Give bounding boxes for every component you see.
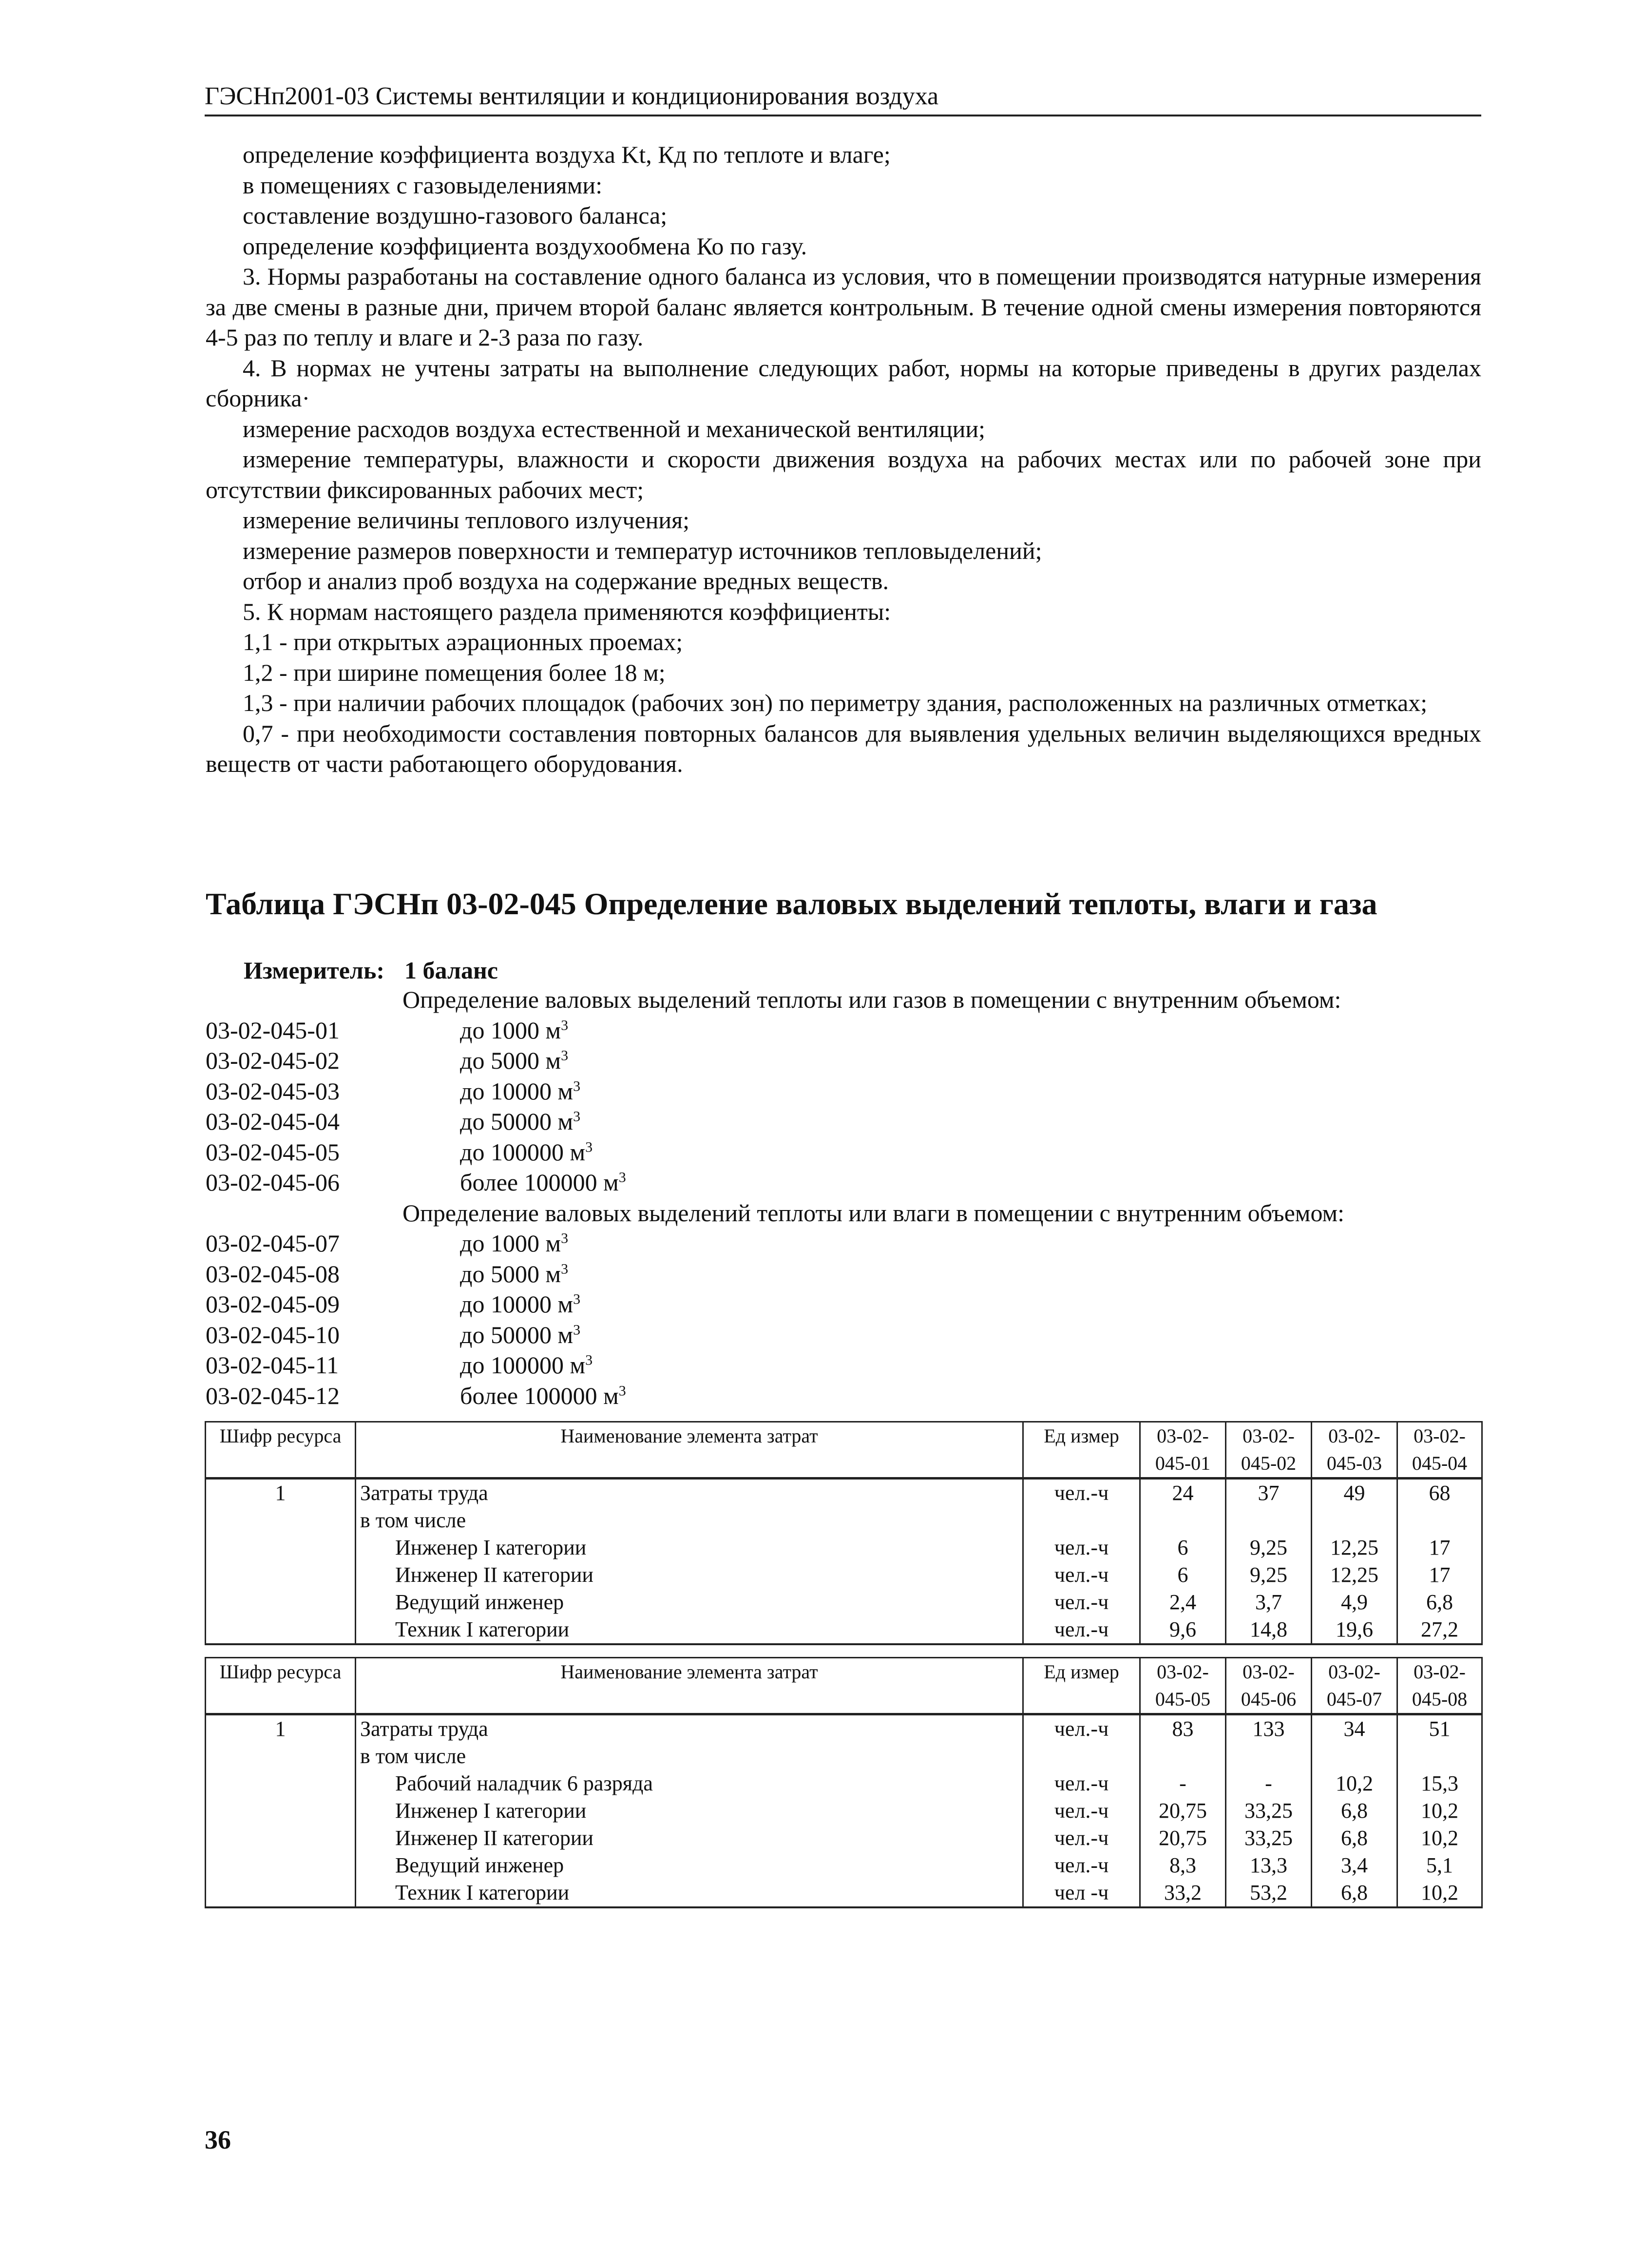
header-unit: Ед измер (1023, 1658, 1140, 1714)
cell-value: 20,75 (1140, 1797, 1226, 1825)
description-text: до 100000 м (460, 1351, 586, 1379)
cell-code (206, 1589, 356, 1616)
header-norm-code-part: 045-04 (1412, 1452, 1468, 1474)
cell-code (206, 1797, 356, 1825)
header-norm-code (1226, 1658, 1312, 1714)
norm-code: 03-02-045-01 (206, 1016, 340, 1044)
table-row (206, 1534, 1482, 1561)
cell-unit: чел.-ч (1023, 1589, 1140, 1616)
cell-code: 1 (206, 1479, 356, 1507)
cell-name: Затраты труда (356, 1479, 1023, 1507)
code-group-heading (206, 984, 1344, 1015)
table-body (206, 1714, 1482, 1908)
cell-unit: чел.-ч (1023, 1852, 1140, 1879)
header-norm-code-part: 03-02- (1328, 1661, 1380, 1683)
cell-code (206, 1534, 356, 1561)
norm-code: 03-02-045-12 (206, 1382, 340, 1409)
header-norm-code (1226, 1422, 1312, 1479)
meter-label: Измеритель: (244, 957, 385, 984)
cell-name: Инженер II категории (356, 1561, 1023, 1589)
header-norm-code (1312, 1658, 1397, 1714)
cell-value: 133 (1226, 1714, 1312, 1743)
header-norm-code (1397, 1422, 1482, 1479)
cell-name: Техник I категории (356, 1616, 1023, 1644)
unit-exponent: 3 (573, 1321, 581, 1338)
body-paragraph: составление воздушно-газового баланса; (243, 202, 668, 229)
cell-value (1140, 1507, 1226, 1534)
unit-exponent: 3 (573, 1077, 581, 1094)
table-row (206, 1589, 1482, 1616)
cell-value: 3,4 (1312, 1852, 1397, 1879)
header-norm-code-part: 03-02- (1243, 1425, 1295, 1447)
cell-unit: чел.-ч (1023, 1616, 1140, 1644)
table-row (206, 1852, 1482, 1879)
cell-value (1397, 1743, 1482, 1770)
description-text: более 100000 м (460, 1382, 619, 1409)
table-row (206, 1561, 1482, 1589)
body-paragraph: измерение температуры, влажности и скорости движения воздуха на рабочих местах или по рабочей зоне при отсутствии фиксированных рабочих мест; (206, 445, 1481, 503)
table-row (206, 1825, 1482, 1852)
page-number: 36 (205, 2125, 231, 2154)
header-norm-code-part: 045-02 (1241, 1452, 1297, 1474)
norm-description (431, 1351, 593, 1379)
description-text: до 50000 м (460, 1108, 574, 1135)
cell-unit: чел.-ч (1023, 1825, 1140, 1852)
group-text: Определение валовых выделений теплоты или влаги в помещении с внутренним объемом: (402, 1199, 1345, 1227)
unit-exponent: 3 (585, 1352, 593, 1368)
table-row (206, 1616, 1482, 1644)
cell-value: 10,2 (1397, 1825, 1482, 1852)
norm-code: 03-02-045-10 (206, 1321, 340, 1348)
code-row (206, 1289, 1344, 1320)
body-paragraph: 4. В нормах не учтены затраты на выполнение следующих работ, нормы на которые приведены в других разделах сборника· (206, 354, 1481, 412)
cell-value: 6,8 (1312, 1879, 1397, 1907)
description-text: до 1000 м (460, 1016, 561, 1044)
norm-description (431, 1108, 580, 1135)
header-norm-code (1140, 1658, 1226, 1714)
cell-value: 10,2 (1397, 1879, 1482, 1907)
cell-value: 9,6 (1140, 1616, 1226, 1644)
body-paragraph: 5. К нормам настоящего раздела применяются коэффициенты: (243, 597, 891, 625)
norm-code: 03-02-045-04 (206, 1108, 340, 1135)
cell-value: 53,2 (1226, 1879, 1312, 1907)
norm-code: 03-02-045-09 (206, 1290, 340, 1318)
header-norm-code-part: 045-07 (1326, 1688, 1382, 1710)
cell-code (206, 1561, 356, 1589)
cell-value (1397, 1507, 1482, 1534)
cell-value: 4,9 (1312, 1589, 1397, 1616)
norm-code: 03-02-045-05 (206, 1138, 340, 1166)
description-text: до 10000 м (460, 1290, 574, 1318)
cell-value: 10,2 (1312, 1770, 1397, 1797)
header-norm-code-part: 03-02- (1157, 1425, 1209, 1447)
norm-description (431, 1169, 626, 1196)
header-norm-code-part: 03-02- (1157, 1661, 1209, 1683)
cell-value: 3,7 (1226, 1589, 1312, 1616)
unit-exponent: 3 (561, 1260, 569, 1277)
norm-codes-list (206, 984, 1344, 1411)
unit-exponent: 3 (561, 1047, 569, 1064)
cell-value: 9,25 (1226, 1561, 1312, 1589)
cell-value: 12,25 (1312, 1534, 1397, 1561)
cell-code (206, 1852, 356, 1879)
table-row (206, 1479, 1482, 1507)
cell-name: Ведущий инженер (356, 1852, 1023, 1879)
cell-value (1226, 1743, 1312, 1770)
unit-exponent: 3 (573, 1291, 581, 1307)
norm-code: 03-02-045-02 (206, 1047, 340, 1074)
header-row (206, 1422, 1482, 1479)
cell-value: - (1140, 1770, 1226, 1797)
table-header (206, 1422, 1482, 1479)
body-paragraph: 1,3 - при наличии рабочих площадок (рабочих зон) по периметру здания, расположенных на различных отметках; (243, 689, 1428, 716)
unit-exponent: 3 (585, 1138, 593, 1155)
description-text: до 5000 м (460, 1260, 561, 1288)
norm-code: 03-02-045-07 (206, 1230, 340, 1257)
cell-value: 83 (1140, 1714, 1226, 1743)
code-row (206, 1167, 1344, 1198)
cell-unit: чел.-ч (1023, 1561, 1140, 1589)
cell-value (1312, 1507, 1397, 1534)
header-norm-code-part: 045-01 (1155, 1452, 1211, 1474)
description-text: до 50000 м (460, 1321, 574, 1348)
table-body (206, 1479, 1482, 1645)
header-code: Шифр ресурса (206, 1422, 356, 1479)
unit-exponent: 3 (561, 1230, 569, 1247)
cell-unit: чел.-ч (1023, 1479, 1140, 1507)
norm-description (431, 1321, 580, 1348)
cell-code (206, 1825, 356, 1852)
header-name: Наименование элемента затрат (356, 1658, 1023, 1714)
cell-value: 6,8 (1312, 1797, 1397, 1825)
cell-value: 20,75 (1140, 1825, 1226, 1852)
body-paragraph: определение коэффициента воздуха Kt, Кд по теплоте и влаге; (243, 141, 891, 168)
header-norm-code-part: 045-06 (1241, 1688, 1297, 1710)
cell-value: 14,8 (1226, 1616, 1312, 1644)
header-row (206, 1658, 1482, 1714)
cell-value: 49 (1312, 1479, 1397, 1507)
cell-unit: чел.-ч (1023, 1714, 1140, 1743)
cell-code (206, 1879, 356, 1907)
norm-description (431, 1077, 580, 1105)
cell-value: 8,3 (1140, 1852, 1226, 1879)
norm-description (431, 1290, 580, 1318)
cell-value (1226, 1507, 1312, 1534)
description-text: до 1000 м (460, 1230, 561, 1257)
cell-code (206, 1507, 356, 1534)
header-norm-code (1312, 1422, 1397, 1479)
code-row (206, 1137, 1344, 1168)
norm-description (431, 1230, 568, 1257)
table-row (206, 1879, 1482, 1907)
norm-description (431, 1047, 568, 1074)
header-norm-code-part: 045-03 (1326, 1452, 1382, 1474)
header-norm-code-part: 045-05 (1155, 1688, 1211, 1710)
header-name: Наименование элемента затрат (356, 1422, 1023, 1479)
cell-value: 34 (1312, 1714, 1397, 1743)
unit-exponent: 3 (573, 1108, 581, 1125)
table-title: Таблица ГЭСНп 03-02-045 Определение валовых выделений теплоты, влаги и газа (206, 886, 1377, 921)
cell-name: Инженер I категории (356, 1797, 1023, 1825)
header-unit: Ед измер (1023, 1422, 1140, 1479)
code-row (206, 1228, 1344, 1259)
body-text (206, 139, 1481, 779)
body-paragraph: измерение расходов воздуха естественной и механической вентиляции; (243, 415, 986, 442)
cell-name: в том числе (356, 1507, 1023, 1534)
cell-value: 5,1 (1397, 1852, 1482, 1879)
header-norm-code-part: 03-02- (1414, 1661, 1466, 1683)
resource-table-1 (205, 1421, 1483, 1645)
header-norm-code-part: 03-02- (1414, 1425, 1466, 1447)
cell-value: 13,3 (1226, 1852, 1312, 1879)
header-norm-code-part: 03-02- (1243, 1661, 1295, 1683)
cell-value: 27,2 (1397, 1616, 1482, 1644)
cell-value: 15,3 (1397, 1770, 1482, 1797)
cell-code: 1 (206, 1714, 356, 1743)
cell-value: 6,8 (1397, 1589, 1482, 1616)
code-row (206, 1045, 1344, 1076)
code-group-heading (206, 1198, 1344, 1229)
header-norm-code-part: 03-02- (1328, 1425, 1380, 1447)
body-paragraph: 1,1 - при открытых аэрационных проемах; (243, 628, 683, 655)
code-row (206, 1106, 1344, 1137)
norm-description (431, 1260, 568, 1288)
cell-value: 6 (1140, 1534, 1226, 1561)
cell-unit: чел.-ч (1023, 1534, 1140, 1561)
body-paragraph: 0,7 - при необходимости составления повторных балансов для выявления удельных величин выделяющихся вредных веществ от части работающего оборудования. (206, 719, 1481, 777)
description-text: до 100000 м (460, 1138, 586, 1166)
cell-value: 2,4 (1140, 1589, 1226, 1616)
code-row (206, 1381, 1344, 1411)
cell-value (1312, 1743, 1397, 1770)
cell-unit: чел.-ч (1023, 1797, 1140, 1825)
cell-value: 24 (1140, 1479, 1226, 1507)
cell-code (206, 1770, 356, 1797)
body-paragraph: отбор и анализ проб воздуха на содержание вредных веществ. (243, 567, 889, 595)
norm-description (431, 1382, 626, 1409)
table-row (206, 1743, 1482, 1770)
code-row (206, 1320, 1344, 1350)
cell-value: 37 (1226, 1479, 1312, 1507)
norm-code: 03-02-045-03 (206, 1077, 340, 1105)
meter-value: 1 баланс (404, 957, 498, 984)
cell-value: 17 (1397, 1561, 1482, 1589)
cell-name: Затраты труда (356, 1714, 1023, 1743)
cell-value: 12,25 (1312, 1561, 1397, 1589)
table-row (206, 1507, 1482, 1534)
description-text: до 5000 м (460, 1047, 561, 1074)
unit-exponent: 3 (561, 1017, 569, 1033)
description-text: более 100000 м (460, 1169, 619, 1196)
code-row (206, 1076, 1344, 1107)
header-norm-code-part: 045-08 (1412, 1688, 1468, 1710)
header-norm-code (1140, 1422, 1226, 1479)
resource-table-2 (205, 1657, 1483, 1908)
cell-code (206, 1743, 356, 1770)
running-header: ГЭСНп2001-03 Системы вентиляции и кондиционирования воздуха (205, 82, 1481, 116)
cell-value: 33,25 (1226, 1825, 1312, 1852)
cell-value: 19,6 (1312, 1616, 1397, 1644)
cell-value: - (1226, 1770, 1312, 1797)
cell-unit: чел -ч (1023, 1879, 1140, 1907)
cell-value: 10,2 (1397, 1797, 1482, 1825)
cell-name: Инженер I категории (356, 1534, 1023, 1561)
cell-value: 17 (1397, 1534, 1482, 1561)
body-paragraph: определение коэффициента воздухообмена Ко по газу. (243, 232, 807, 260)
cell-value: 51 (1397, 1714, 1482, 1743)
cell-value: 68 (1397, 1479, 1482, 1507)
code-row (206, 1350, 1344, 1381)
norm-code: 03-02-045-11 (206, 1351, 339, 1379)
cell-value: 6,8 (1312, 1825, 1397, 1852)
norm-code: 03-02-045-06 (206, 1169, 340, 1196)
cell-unit (1023, 1743, 1140, 1770)
cell-value (1140, 1743, 1226, 1770)
cell-unit: чел.-ч (1023, 1770, 1140, 1797)
description-text: до 10000 м (460, 1077, 574, 1105)
cell-value: 33,2 (1140, 1879, 1226, 1907)
code-row (206, 1015, 1344, 1046)
body-paragraph: 3. Нормы разработаны на составление одного баланса из условия, что в помещении производятся натурные измерения за две смены в разные дни, причем второй баланс является контрольным. В течение одной смены измерения повторяются 4-5 раз по теплу и влаге и 2-3 раза по газу. (206, 263, 1481, 351)
group-text: Определение валовых выделений теплоты или газов в помещении с внутренним объемом: (402, 986, 1341, 1013)
table-row (206, 1770, 1482, 1797)
header-code: Шифр ресурса (206, 1658, 356, 1714)
code-row (206, 1259, 1344, 1289)
table-row (206, 1797, 1482, 1825)
norm-code: 03-02-045-08 (206, 1260, 340, 1288)
cell-value: 33,25 (1226, 1797, 1312, 1825)
cell-unit (1023, 1507, 1140, 1534)
unit-exponent: 3 (618, 1169, 626, 1186)
cell-name: Ведущий инженер (356, 1589, 1023, 1616)
cell-code (206, 1616, 356, 1644)
body-paragraph: измерение величины теплового излучения; (243, 506, 689, 534)
cell-name: Рабочий наладчик 6 разряда (356, 1770, 1023, 1797)
body-paragraph: 1,2 - при ширине помещения более 18 м; (243, 658, 666, 686)
body-paragraph: измерение размеров поверхности и температур источников тепловыделений; (243, 537, 1042, 564)
body-paragraph: в помещениях с газовыделениями: (243, 171, 603, 199)
norm-description (431, 1138, 593, 1166)
norm-description (431, 1017, 568, 1044)
cell-value: 9,25 (1226, 1534, 1312, 1561)
table-header (206, 1658, 1482, 1714)
table-row (206, 1714, 1482, 1743)
meter-line (244, 956, 498, 984)
cell-name: Техник I категории (356, 1879, 1023, 1907)
cell-name: в том числе (356, 1743, 1023, 1770)
unit-exponent: 3 (618, 1382, 626, 1399)
cell-value: 6 (1140, 1561, 1226, 1589)
header-norm-code (1397, 1658, 1482, 1714)
cell-name: Инженер II категории (356, 1825, 1023, 1852)
